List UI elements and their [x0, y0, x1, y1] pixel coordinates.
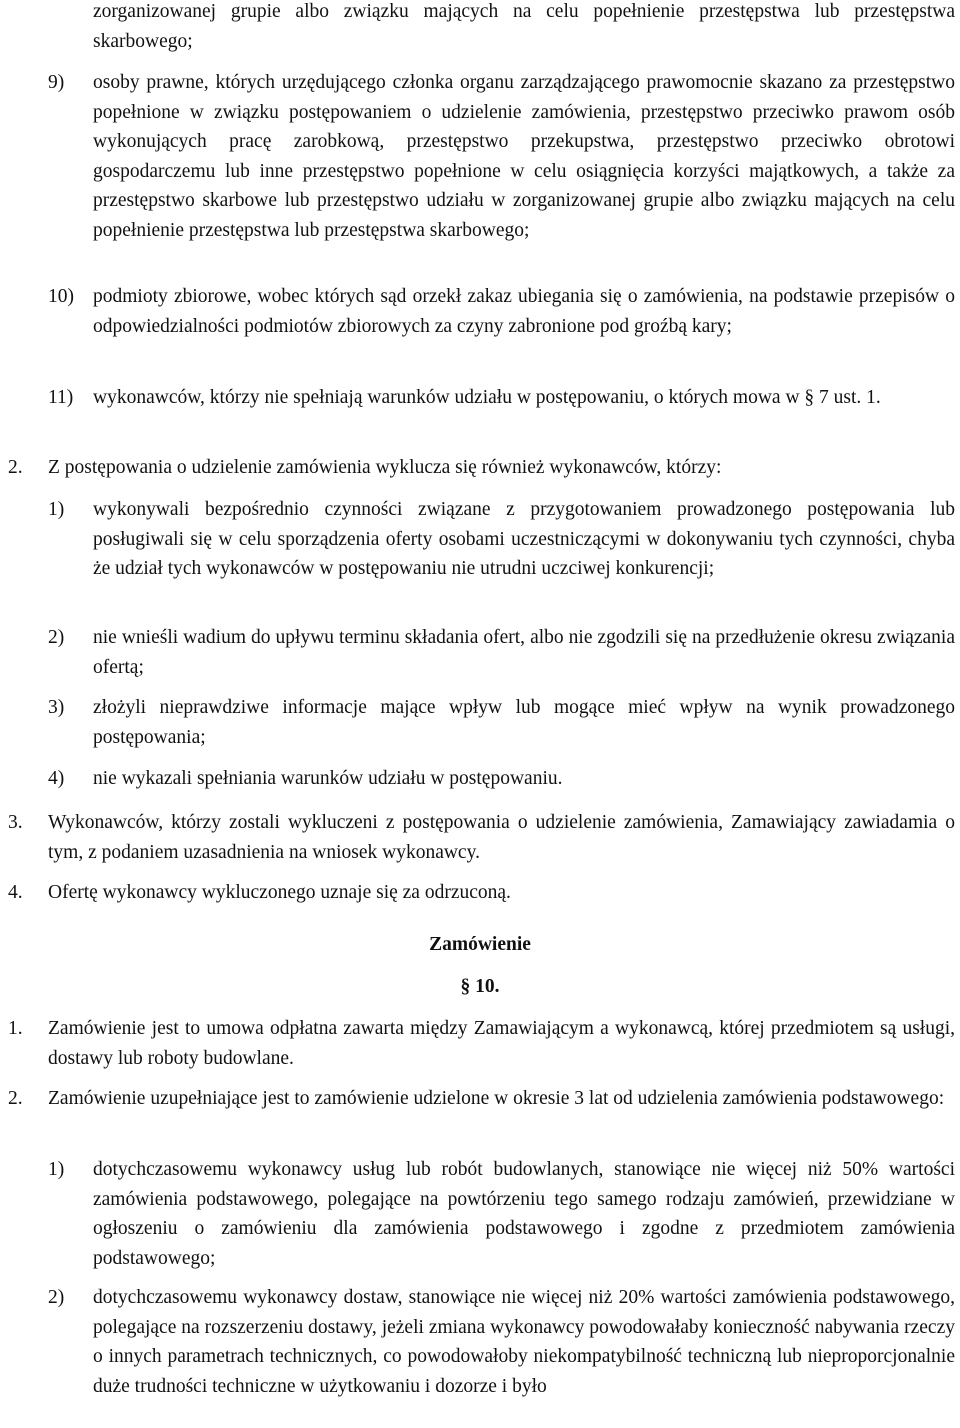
paragraph-text: Z postępowania o udzielenie zamówienia wyklucza się również wykonawców, którzy: [48, 457, 722, 478]
list-item-number: 11) [48, 387, 74, 408]
paragraph-number: 4. [8, 882, 23, 903]
list-item-text: osoby prawne, których urzędującego członka organu zarządzającego prawomocnie skazano za przestępstwo popełnione w związku postępowaniem o udzielenie zamówienia, przestępstwo przeciwko prawom osób wykonujących pracę zarobkową, przestępstwo przekupstwa, przestępstwo przeciwko obrotowi gospodarczemu lub inne przestępstwo popełnione w celu osiągnięcia korzyści majątkowych, a także za przestępstwo skarbowe lub przestępstwo udziału w zorganizowanej grupie albo związku mających na celu popełnienie przestępstwa lub przestępstwa skarbowego; [93, 72, 955, 241]
list-item-number: 9) [48, 72, 65, 93]
list-item-number: 4) [48, 768, 65, 789]
list-item-number: 10) [48, 286, 74, 307]
list-item-text: podmioty zbiorowe, wobec których sąd orzekł zakaz ubiegania się o zamówienia, na podstawie przepisów o odpowiedzialności podmiotów zbiorowych za czyny zabronione pod groźbą kary; [93, 286, 955, 337]
list-item-text: dotychczasowemu wykonawcy usług lub robót budowlanych, stanowiące nie więcej niż 50% wartości zamówienia podstawowego, polegające na powtórzeniu tego samego rodzaju zamówień, przewidziane w ogłoszeniu o zamówieniu dla zamówienia podstawowego i zgodne z przedmiotem zamówienia podstawowego; [93, 1159, 955, 1269]
paragraph-text: Zamówienie jest to umowa odpłatna zawarta między Zamawiającym a wykonawcą, której przedmiotem są usługi, dostawy lub roboty budowlane. [48, 1018, 955, 1069]
list-item-number: 3) [48, 697, 65, 718]
continuation-text: zorganizowanej grupie albo związku mających na celu popełnienie przestępstwa lub przestępstwa skarbowego; [93, 1, 955, 52]
paragraph-number: 2. [8, 1088, 23, 1109]
list-item-number: 1) [48, 499, 65, 520]
paragraph-text: Zamówienie uzupełniające jest to zamówienie udzielone w okresie 3 lat od udzielenia zamówienia podstawowego: [48, 1088, 945, 1109]
list-item-number: 1) [48, 1159, 65, 1180]
list-item-text: wykonawców, którzy nie spełniają warunków udziału w postępowaniu, o których mowa w § 7 ust. 1. [93, 387, 881, 408]
list-item-number: 2) [48, 1287, 65, 1308]
section-number: § 10. [460, 976, 500, 997]
paragraph-number: 2. [8, 457, 23, 478]
list-item-text: dotychczasowemu wykonawcy dostaw, stanowiące nie więcej niż 20% wartości zamówienia podstawowego, polegające na rozszerzeniu dostawy, jeżeli zmiana wykonawcy powodowałaby konieczność nabywania rzeczy o innych parametrach technicznych, co powodowałoby niekompatybilność techniczną lub nieproporcjonalnie duże trudności techniczne w użytkowaniu i dozorze i było [93, 1287, 955, 1397]
list-item-text: nie wykazali spełniania warunków udziału w postępowaniu. [93, 768, 563, 789]
list-item-text: nie wnieśli wadium do upływu terminu składania ofert, albo nie zgodzili się na przedłużenie okresu związania ofertą; [93, 627, 955, 678]
list-item-number: 2) [48, 627, 65, 648]
section-heading: Zamówienie [429, 934, 531, 955]
paragraph-text: Wykonawców, którzy zostali wykluczeni z postępowania o udzielenie zamówienia, Zamawiający zawiadamia o tym, z podaniem uzasadnienia na wniosek wykonawcy. [48, 812, 955, 863]
list-item-text: wykonywali bezpośrednio czynności związane z przygotowaniem prowadzonego postępowania lub posługiwali się w celu sporządzenia oferty osobami uczestniczącymi w dokonywaniu tych czynności, chyba że udział tych wykonawców w postępowaniu nie utrudni uczciwej konkurencji; [93, 499, 955, 579]
list-item-text: złożyli nieprawdziwe informacje mające wpływ lub mogące mieć wpływ na wynik prowadzonego postępowania; [93, 697, 955, 748]
paragraph-number: 3. [8, 812, 23, 833]
paragraph-number: 1. [8, 1018, 23, 1039]
paragraph-text: Ofertę wykonawcy wykluczonego uznaje się za odrzuconą. [48, 882, 511, 903]
